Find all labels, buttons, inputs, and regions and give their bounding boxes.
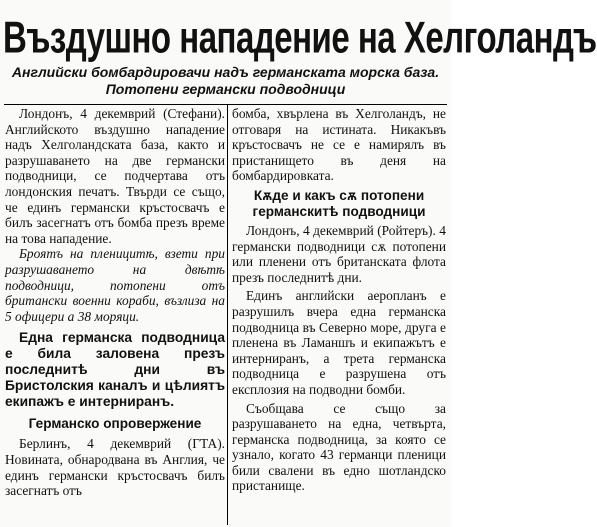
left-column	[5, 106, 225, 499]
left-paragraph-1: Лондонъ, 4 декемврий (Стефани). Английското въздушно нападение надъ Хелголандската база, както и разрушаването на две германски подводници, се подчертава отъ лондонския печатъ. Твърди се също, че единъ германски кръстосвачъ е билъ засегнатъ отъ бомба презъ време на това нападение.	[5, 106, 225, 246]
subheadline-2: Потопени германски подводници	[105, 81, 346, 97]
right-paragraph-1: бомба, хвърлена въ Хелголандъ, не отговаря на истината. Никакъвъ кръстосвачъ не се е намирялъ въ пристанището въ деня на бомбардировката.	[232, 106, 446, 184]
right-column	[232, 106, 446, 494]
column-divider	[227, 105, 228, 525]
right-section-heading: Кѫде и какъ сѫ потопени германскитѣ подводници	[252, 187, 426, 219]
left-paragraph-4: Берлинъ, 4 декемврий (ГТА). Новината, обнародвана въ Англия, че единъ германски кръстосвачъ билъ засегнатъ отъ	[5, 436, 225, 499]
left-paragraph-2: Броятъ на пленицитѣ, взети при разрушаването на двѣтѣ подводници, потопени отъ британски военни кораби, възлиза на 5 офицери а 38 моряци.	[5, 246, 225, 324]
left-paragraph-3: Една германска подводница е била заловена презъ последнитѣ дни въ Бристолския каналъ и цѣлиятъ екипажъ е интерниранъ.	[5, 330, 225, 410]
subheadline-1: Английски бомбардировачи надъ германската морска база.	[11, 64, 440, 80]
right-paragraph-3: Единъ английски аеропланъ е разрушилъ вчера една германска подводница въ Северно море, друга е пленена въ Ламаншъ и екипажътъ е интерниранъ, а трета германска подводница е разрушена отъ експлозия на подводни бомби.	[232, 288, 446, 397]
right-paragraph-4: Съобщава се също за разрушаването на една, четвърта, германска подводница, за която се узнало, когато 43 германци пленици били свалени въ едно шотландско пристанище.	[232, 400, 446, 494]
horizontal-rule	[4, 104, 447, 105]
headline: Въздушно нападение на Хелголандъ	[3, 12, 597, 63]
right-paragraph-2: Лондонъ, 4 декемврий (Ройтеръ). 4 германски подводници сѫ потопени или пленени отъ британската флота презъ последнитѣ дни.	[232, 222, 446, 285]
left-section-heading: Германско опровержение	[28, 416, 202, 432]
